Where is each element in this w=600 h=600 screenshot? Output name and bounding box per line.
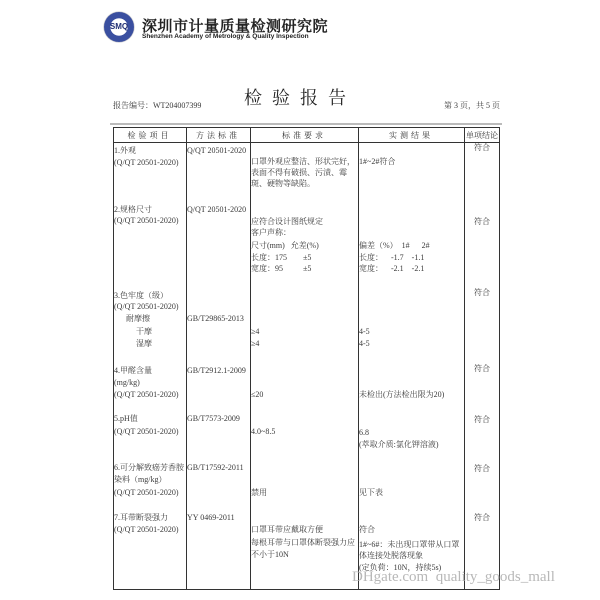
cell-requirement-line: 应符合设计图纸规定 bbox=[251, 217, 323, 226]
organization-name-en: Shenzhen Academy of Metrology & Quality Inspection bbox=[142, 33, 309, 40]
column-divider bbox=[358, 127, 359, 590]
cell-requirement-line: 宽度：95 ±5 bbox=[251, 264, 312, 273]
watermark-site: DHgate.com bbox=[352, 569, 429, 585]
cell-item-line: 耐摩擦 bbox=[126, 314, 150, 323]
cell-requirement-line: 4.0~8.5 bbox=[251, 427, 276, 436]
cell-item-line: 干摩 bbox=[136, 327, 152, 336]
cell-item-line: (Q/QT 20501-2020) bbox=[114, 158, 179, 167]
cell-requirement-line: ≥4 bbox=[251, 339, 260, 348]
cell-item-line: 4.甲醛含量 bbox=[114, 366, 152, 375]
divider bbox=[110, 123, 502, 125]
cell-result-line: (萃取介质:氯化钾溶液) bbox=[359, 440, 439, 449]
cell-result-line: 4-5 bbox=[359, 339, 370, 348]
cell-requirement-line: 每根耳带与口罩体断裂强力应 bbox=[251, 538, 355, 547]
page-info: 第 3 页，共 5 页 bbox=[444, 101, 500, 110]
cell-requirement-line: 禁用 bbox=[251, 488, 267, 497]
cell-requirement-line: 表面不得有破损、污渍、霉 bbox=[251, 168, 347, 177]
cell-item-line: 染料（mg/kg） bbox=[114, 475, 167, 484]
column-header-result: 实测结果 bbox=[389, 131, 433, 140]
cell-item-line: (Q/QT 20501-2020) bbox=[114, 427, 179, 436]
cell-conclusion: 符合 bbox=[474, 364, 490, 373]
watermark-store: quality_goods_mall bbox=[435, 569, 555, 585]
cell-result-line: 体连接处脱落现象 bbox=[359, 551, 423, 560]
cell-requirement-line: 客户声称： bbox=[251, 228, 291, 237]
cell-requirement-line: 长度：175 ±5 bbox=[251, 253, 312, 262]
watermark bbox=[352, 569, 555, 586]
smq-logo bbox=[104, 12, 134, 42]
cell-conclusion: 符合 bbox=[474, 143, 490, 152]
cell-conclusion: 符合 bbox=[474, 513, 490, 522]
cell-item-line: 6.可分解致癌芳香胺 bbox=[114, 463, 184, 472]
cell-requirement-line: 不小于10N bbox=[251, 550, 289, 559]
cell-item-line: (mg/kg) bbox=[114, 378, 140, 387]
column-header-item: 检验项目 bbox=[127, 131, 172, 140]
cell-result-line: 符合 bbox=[359, 525, 375, 534]
cell-result-line: 未检出(方法检出限为20) bbox=[359, 390, 445, 399]
cell-method-line: GB/T29865-2013 bbox=[187, 314, 244, 323]
column-header-conclusion: 单项结论 bbox=[466, 131, 498, 140]
cell-result-line: 长度： -1.7 -1.1 bbox=[359, 253, 425, 262]
cell-item-line: 7.耳带断裂强力 bbox=[114, 513, 168, 522]
cell-requirement-line: 口罩耳带应戴取方便 bbox=[251, 525, 323, 534]
cell-result-line: 1#~6#：未出现口罩带从口罩 bbox=[359, 540, 460, 549]
cell-method-line: GB/T17592-2011 bbox=[187, 463, 244, 472]
cell-item-line: 湿摩 bbox=[136, 339, 152, 348]
cell-item-line: (Q/QT 20501-2020) bbox=[114, 488, 179, 497]
report-title: 检验报告 bbox=[244, 88, 356, 108]
report-number: 报告编号：WT204007399 bbox=[113, 101, 202, 110]
cell-item-line: (Q/QT 20501-2020) bbox=[114, 390, 179, 399]
cell-method-line: Q/QT 20501-2020 bbox=[187, 146, 247, 155]
cell-method-line: Q/QT 20501-2020 bbox=[187, 205, 247, 214]
cell-result-line: 宽度： -2.1 -2.1 bbox=[359, 264, 425, 273]
cell-requirement-line: ≥4 bbox=[251, 327, 260, 336]
organization-name-cn: 深圳市计量质量检测研究院 bbox=[142, 17, 329, 35]
cell-requirement-line: 尺寸(mm) 允差(%) bbox=[251, 241, 319, 250]
cell-result-line: 6.8 bbox=[359, 428, 369, 437]
cell-conclusion: 符合 bbox=[474, 464, 490, 473]
cell-method-line: GB/T2912.1-2009 bbox=[187, 366, 246, 375]
cell-result-line: 偏差（%） 1# 2# bbox=[359, 241, 430, 250]
cell-item-line: 2.规格尺寸 bbox=[114, 205, 152, 214]
cell-result-line: (定负荷：10N，持续5s) bbox=[359, 563, 442, 572]
header-divider bbox=[113, 142, 500, 143]
cell-item-line: (Q/QT 20501-2020) bbox=[114, 216, 179, 225]
cell-item-line: (Q/QT 20501-2020) bbox=[114, 302, 179, 311]
column-header-method: 方法标准 bbox=[196, 131, 240, 140]
cell-method-line: GB/T7573-2009 bbox=[187, 414, 240, 423]
cell-item-line: 5.pH值 bbox=[114, 414, 138, 423]
column-divider bbox=[250, 127, 251, 590]
cell-requirement-line: 斑、硬物等缺陷。 bbox=[251, 179, 315, 188]
cell-result-line: 4-5 bbox=[359, 327, 370, 336]
cell-item-line: 3.色牢度（级） bbox=[114, 291, 168, 300]
logo-text: SMQ bbox=[109, 22, 129, 31]
cell-requirement-line: ≤20 bbox=[251, 390, 264, 399]
cell-requirement-line: 口罩外观应整洁、形状完好， bbox=[251, 157, 355, 166]
cell-result-line: 见下表 bbox=[359, 488, 383, 497]
cell-method-line: YY 0469-2011 bbox=[187, 513, 235, 522]
cell-conclusion: 符合 bbox=[474, 415, 490, 424]
column-divider bbox=[464, 127, 465, 590]
cell-conclusion: 符合 bbox=[474, 217, 490, 226]
cell-item-line: (Q/QT 20501-2020) bbox=[114, 525, 179, 534]
cell-item-line: 1.外观 bbox=[114, 146, 136, 155]
column-header-requirement: 标准要求 bbox=[282, 131, 326, 140]
cell-conclusion: 符合 bbox=[474, 288, 490, 297]
cell-result-line: 1#~2#符合 bbox=[359, 157, 396, 166]
inspection-table bbox=[113, 127, 500, 590]
